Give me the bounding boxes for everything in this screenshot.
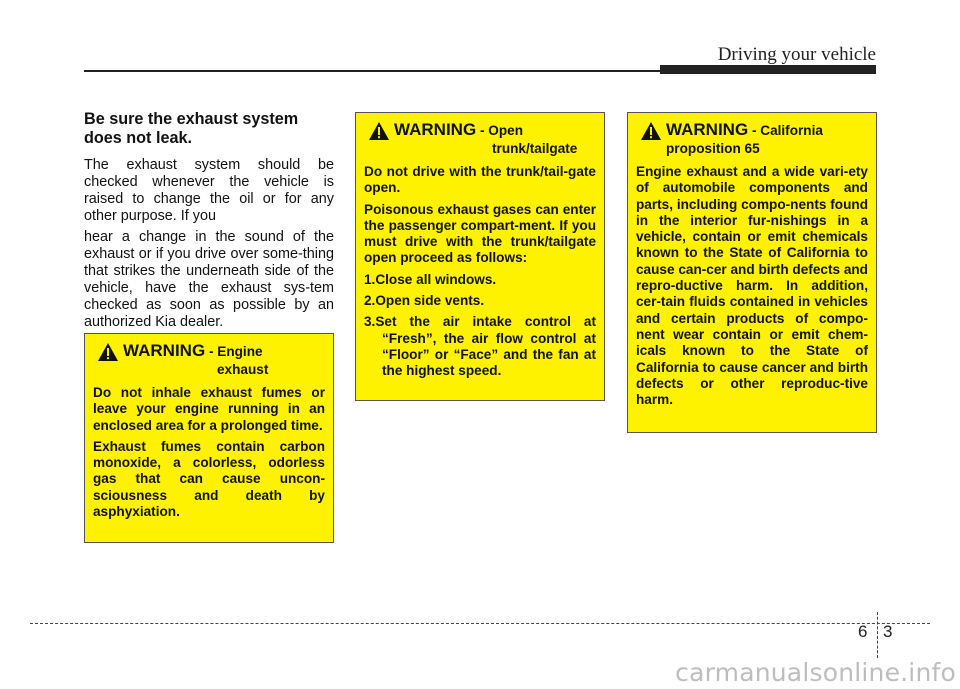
warning-triangle-icon xyxy=(368,121,390,141)
warning-subtitle-line2: proposition 65 xyxy=(666,141,760,156)
warning-paragraph: Exhaust fumes contain carbon monoxide, a colorless, odorless gas that can cause uncon-sciousness and death by asphyxiation. xyxy=(93,438,325,520)
chapter-number: 6 xyxy=(858,622,868,641)
warning-header xyxy=(364,121,596,158)
warning-subtitle-line2: trunk/tailgate xyxy=(492,141,578,156)
warning-paragraph: Do not drive with the trunk/tail-gate open. xyxy=(364,164,596,196)
warning-subtitle: - California xyxy=(748,123,823,138)
warning-header xyxy=(93,342,325,379)
watermark: carmanualsonline.info xyxy=(675,658,956,687)
warning-triangle-icon xyxy=(640,121,662,141)
list-item: 2.Open side vents. xyxy=(364,293,485,309)
warning-word: WARNING xyxy=(123,341,206,360)
warning-title xyxy=(123,342,268,379)
body-paragraph-2: hear a change in the sound of the exhaust or if you drive over some-thing that strikes the underneath side of the vehicle, have the exhaust sys-tem checked as soon as possible by an authorized Kia dealer. xyxy=(84,229,334,330)
warning-box-california-prop-65 xyxy=(627,112,877,433)
body-paragraph-1: The exhaust system should be checked whenever the vehicle is raised to change the oil or for any other purpose. If you xyxy=(84,157,334,224)
warning-paragraph: Engine exhaust and a wide vari-ety of automobile components and parts, including compo-nents found in the interior fur-nishings in a vehicle, contain or emit chemicals known to the State of California to cause can-cer and birth defects and repro-ductive harm. In addition, cer-tain fluids contained in vehicles and certain products of compo-nent wear contain or emit chem-icals known to the State of California to cause cancer and birth defects or other reproduc-tive harm. xyxy=(636,164,868,408)
warning-word: WARNING xyxy=(666,120,749,139)
header-rule-thin xyxy=(84,70,660,72)
section-title: Driving your vehicle xyxy=(717,44,876,65)
section-heading: Be sure the exhaust system does not leak. xyxy=(84,110,299,147)
warning-box-open-trunk xyxy=(355,112,605,401)
warning-header xyxy=(636,121,868,158)
left-column xyxy=(84,110,334,335)
page-number: 3 xyxy=(883,622,893,641)
warning-title xyxy=(666,121,823,158)
footer-dashed-rule xyxy=(30,623,930,624)
header-rule-thick xyxy=(660,65,876,74)
warning-triangle-icon xyxy=(97,342,119,362)
footer-dashed-divider xyxy=(877,612,878,658)
list-item: 3.Set the air intake control at “Fresh”, the air flow control at “Floor” or “Face” and the fan at the highest speed. xyxy=(364,314,596,379)
list-item: 1.Close all windows. xyxy=(364,271,497,287)
warning-paragraph: Poisonous exhaust gases can enter the passenger compart-ment. If you must drive with the trunk/tailgate open proceed as follows: xyxy=(364,201,596,266)
warning-title xyxy=(394,121,577,158)
warning-subtitle-line2: exhaust xyxy=(217,362,269,377)
warning-box-engine-exhaust xyxy=(84,333,334,543)
warning-subtitle: - Engine xyxy=(205,344,263,359)
warning-word: WARNING xyxy=(394,120,477,139)
warning-subtitle: - Open xyxy=(476,123,523,138)
warning-paragraph: Do not inhale exhaust fumes or leave your engine running in an enclosed area for a prolonged time. xyxy=(93,385,325,433)
